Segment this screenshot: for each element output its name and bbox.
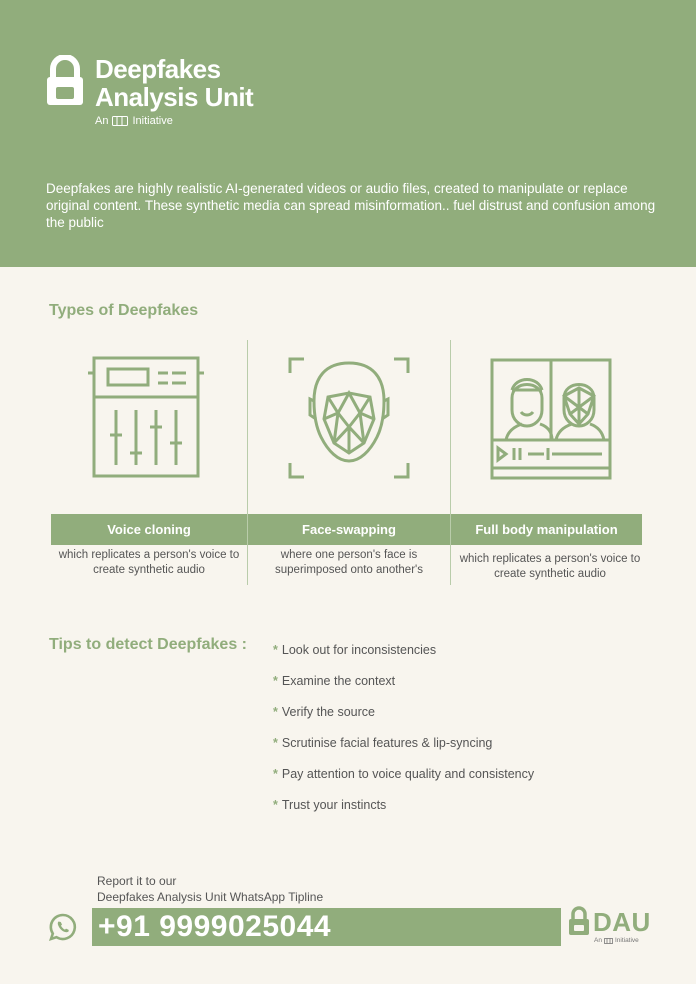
partner-mark-icon [112, 116, 128, 126]
logo-subtitle [95, 115, 173, 127]
whatsapp-icon [48, 912, 78, 942]
face-scan-icon [288, 357, 410, 479]
tip-bullet: * [273, 798, 278, 812]
tips-heading: Tips to detect Deepfakes : [49, 636, 247, 653]
audio-mixer-icon [88, 355, 204, 480]
tip-bullet: * [273, 705, 278, 719]
partner-mark-icon [604, 938, 613, 944]
tip-item [273, 767, 534, 781]
tip-item [273, 674, 395, 688]
tip-text: Look out for inconsistencies [281, 643, 437, 657]
report-line2: Deepfakes Analysis Unit WhatsApp Tipline [97, 890, 324, 904]
type-description-full-body: which replicates a person's voice to create synthetic audio [459, 553, 641, 580]
tip-text: Scrutinise facial features & lip-syncing [281, 736, 493, 750]
tip-item [273, 705, 375, 719]
report-text [97, 873, 323, 905]
type-description-voice-cloning: which replicates a person's voice to create synthetic audio [58, 549, 240, 576]
intro-paragraph: Deepfakes are highly realistic AI-generated videos or audio files, created to manipulate or replace original content. These synthetic media can spread misinformation.. fuel distrust and confusion among the public [46, 181, 656, 230]
tip-text: Verify the source [281, 705, 375, 719]
dau-lock-logo-icon [568, 906, 590, 936]
tip-bullet: * [273, 736, 278, 750]
subtitle-prefix: An [95, 115, 109, 127]
tip-item [273, 736, 492, 750]
dau-logo-text: DAU [593, 907, 651, 937]
column-divider [450, 340, 451, 585]
video-frame-icon [490, 358, 612, 480]
tip-text: Examine the context [281, 674, 396, 688]
type-description-face-swapping: where one person's face is superimposed onto another's [275, 549, 423, 576]
type-label-full-body-manipulation: Full body manipulation [451, 514, 642, 545]
tip-text: Pay attention to voice quality and consistency [281, 767, 535, 781]
dau-logo-subtitle [594, 937, 639, 944]
report-line1: Report it to our [97, 874, 177, 888]
tip-text: Trust your instincts [281, 798, 387, 812]
whatsapp-phone-number[interactable]: +91 9999025044 [92, 908, 561, 946]
tip-item [273, 643, 436, 657]
tip-bullet: * [273, 643, 278, 657]
logo-title [95, 55, 253, 111]
header-banner [0, 0, 696, 267]
lock-logo-icon [45, 55, 85, 107]
tip-bullet: * [273, 674, 278, 688]
logo-title-line2: Analysis Unit [95, 82, 254, 112]
dau-sub-suffix: Initiative [614, 937, 639, 944]
column-divider [247, 340, 248, 585]
dau-sub-prefix: An [594, 937, 602, 944]
type-label-voice-cloning: Voice cloning [51, 514, 247, 545]
subtitle-suffix: Initiative [132, 115, 173, 127]
tip-bullet: * [273, 767, 278, 781]
types-heading: Types of Deepfakes [49, 302, 199, 319]
type-label-face-swapping: Face-swapping [248, 514, 450, 545]
tip-item [273, 798, 386, 812]
logo-title-line1: Deepfakes [95, 54, 221, 84]
